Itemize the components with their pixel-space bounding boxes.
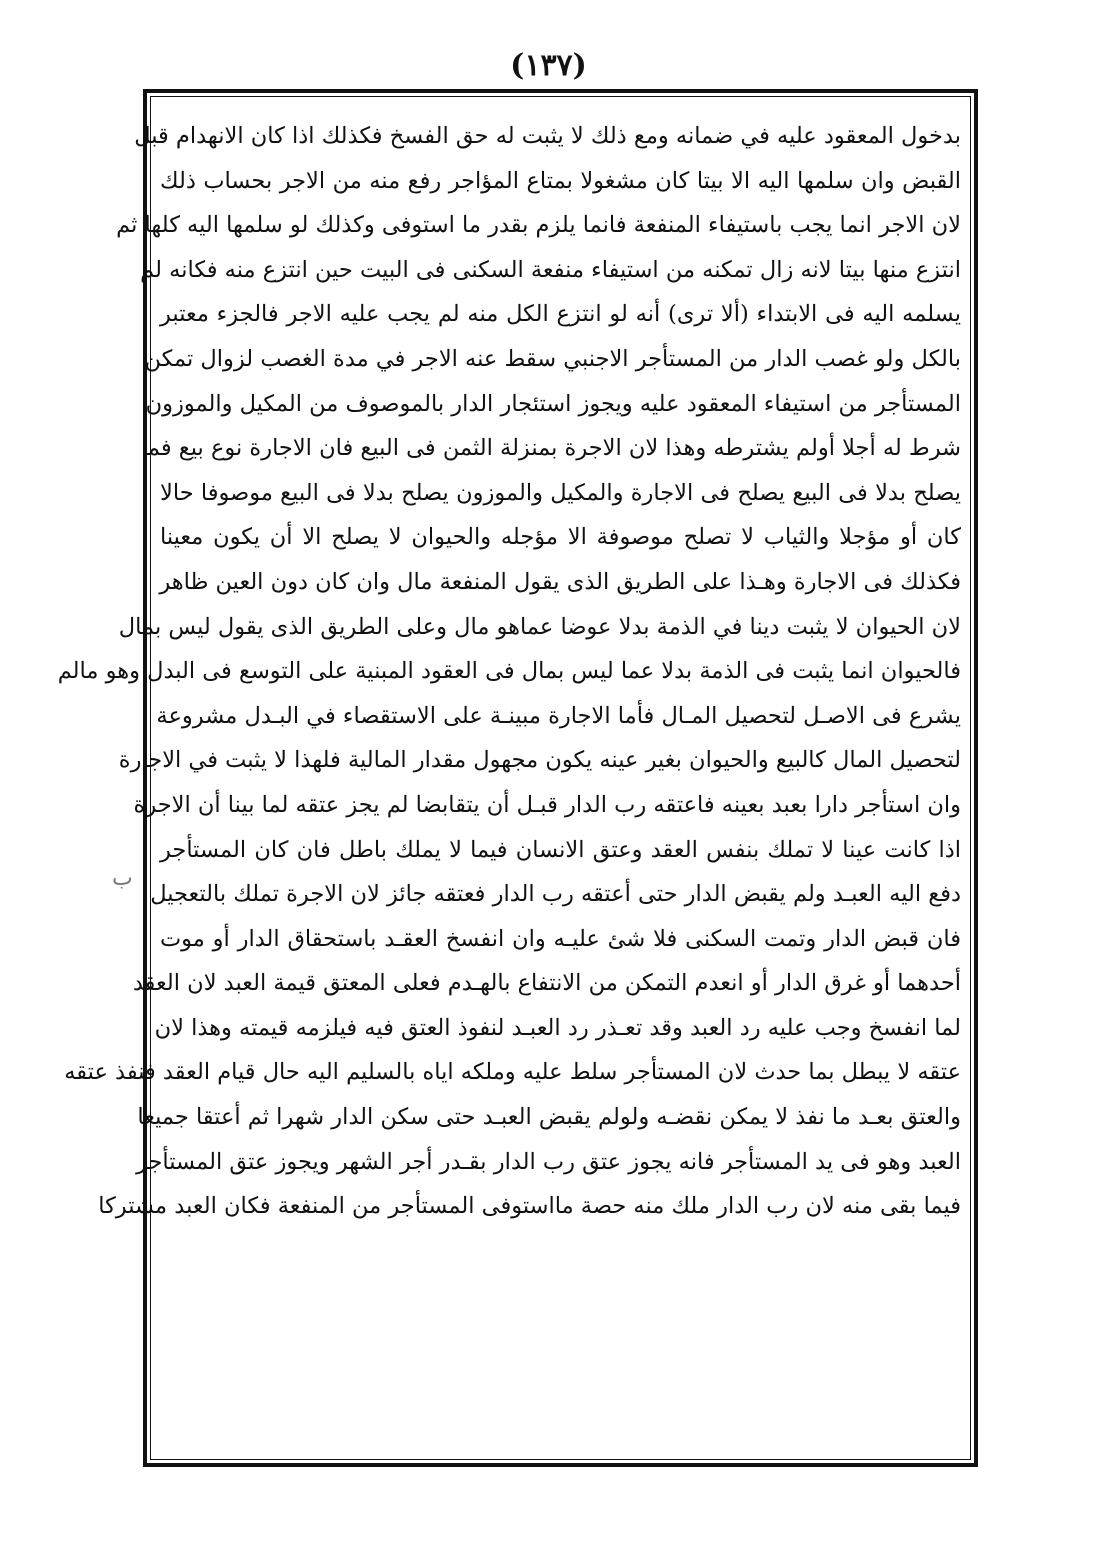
text-line-7: المستأجر من استيفاء المعقود عليه ويجوز استئجار الدار بالموصوف من المكيل والموزون (145, 390, 961, 417)
text-line-21: لما انفسخ وجب عليه رد العبد وقد تعـذر رد العبـد لنفوذ العتق فيه فيلزمه قيمته وهذا لان (154, 1014, 961, 1041)
page-number: (١٣٧) (510, 48, 587, 83)
text-line-15: لتحصيل المال كالبيع والحيوان بغير عينه يكون مجهول مقدار المالية فلهذا لا يثبت في الاجارة (118, 747, 961, 774)
text-line-19: فان قبض الدار وتمت السكنى فلا شئ عليـه وان انفسخ العقـد باستحقاق الدار أو موت (160, 925, 961, 952)
text-line-14: يشرع فى الاصـل لتحصيل المـال فأما الاجارة مبينـة على الاستقصاء في البـدل مشروعة (156, 702, 961, 729)
text-line-16: وان استأجر دارا بعبد بعينه فاعتقه رب الدار قبـل أن يتقابضا لم يجز عتقه لما بينا أن الاجرة (133, 791, 961, 818)
text-line-23: والعتق بعـد ما نفذ لا يمكن نقضـه ولولم يقبض العبـد حتى سكن الدار شهرا ثم أعتقا جميعا (137, 1104, 961, 1131)
text-body (57, 114, 961, 1454)
text-line-10: كان أو مؤجلا والثياب لا تصلح موصوفة الا مؤجله والحيوان لا يصلح الا أن يكون معينا (160, 524, 961, 551)
text-line-5: يسلمه اليه فى الابتداء (ألا ترى) أنه لو انتزع الكل منه لم يجب عليه الاجر فالجزء معتبر (160, 301, 961, 328)
text-line-6: بالكل ولو غصب الدار من المستأجر الاجنبي سقط عنه الاجر في مدة الغصب لزوال تمكن (144, 345, 961, 372)
text-line-11: فكذلك فى الاجارة وهـذا على الطريق الذى يقول المنفعة مال وان كان دون العين ظاهر (159, 568, 961, 595)
text-line-18: دفع اليه العبـد ولم يقبض الدار حتى أعتقه رب الدار فعتقه جائز لان الاجرة تملك بالتعجيل (150, 881, 961, 908)
text-line-2: القبض وان سلمها اليه الا بيتا كان مشغولا بمتاع المؤاجر رفع منه من الاجر بحساب ذلك (160, 167, 961, 194)
text-line-8: شرط له أجلا أولم يشترطه وهذا لان الاجرة بمنزلة الثمن فى البيع فان الاجارة نوع بيع فما (141, 435, 961, 462)
text-line-12: لان الحيوان لا يثبت دينا في الذمة بدلا عوضا عماهو مال وعلى الطريق الذى يقول ليس بمال (118, 613, 961, 640)
text-line-25: فيما بقى منه لان رب الدار ملك منه حصة مااستوفى المستأجر من المنفعة فكان العبد مشتركا (98, 1193, 961, 1220)
text-line-3: لان الاجر انما يجب باستيفاء المنفعة فانما يلزم بقدر ما استوفى وكذلك لو سلمها اليه كلها ثم (116, 212, 961, 239)
margin-mark: ب (112, 866, 133, 891)
text-line-9: يصلح بدلا فى البيع يصلح فى الاجارة والمكيل والموزون يصلح بدلا فى البيع موصوفا حالا (160, 479, 961, 506)
text-line-1: بدخول المعقود عليه في ضمانه ومع ذلك لا يثبت له حق الفسخ فكذلك اذا كان الانهدام قبل (134, 123, 961, 149)
text-line-4: انتزع منها بيتا لانه زال تمكنه من استيفاء منفعة السكنى فى البيت حين انتزع منه فكانه لم (140, 256, 961, 283)
text-line-20: أحدهما أو غرق الدار أو انعدم التمكن من الانتفاع بالهـدم فعلى المعتق قيمة العبد لان العقد (132, 970, 961, 997)
text-line-13: فالحيوان انما يثبت فى الذمة بدلا عما ليس بمال فى العقود المبنية على التوسع فى البدل وهو مالم (57, 658, 961, 685)
text-line-22: عتقه لا يبطل بما حدث لان المستأجر سلط عليه وملكه اياه بالسليم اليه حال قيام العقد فنفذ عتقه (64, 1059, 961, 1086)
text-line-17: اذا كانت عينا لا تملك بنفس العقد وعتق الانسان فيما لا يملك باطل فان كان المستأجر (160, 836, 961, 863)
text-line-24: العبد وهو فى يد المستأجر فانه يجوز عتق رب الدار بقـدر أجر الشهر ويجوز عتق المستأجر (136, 1148, 961, 1175)
